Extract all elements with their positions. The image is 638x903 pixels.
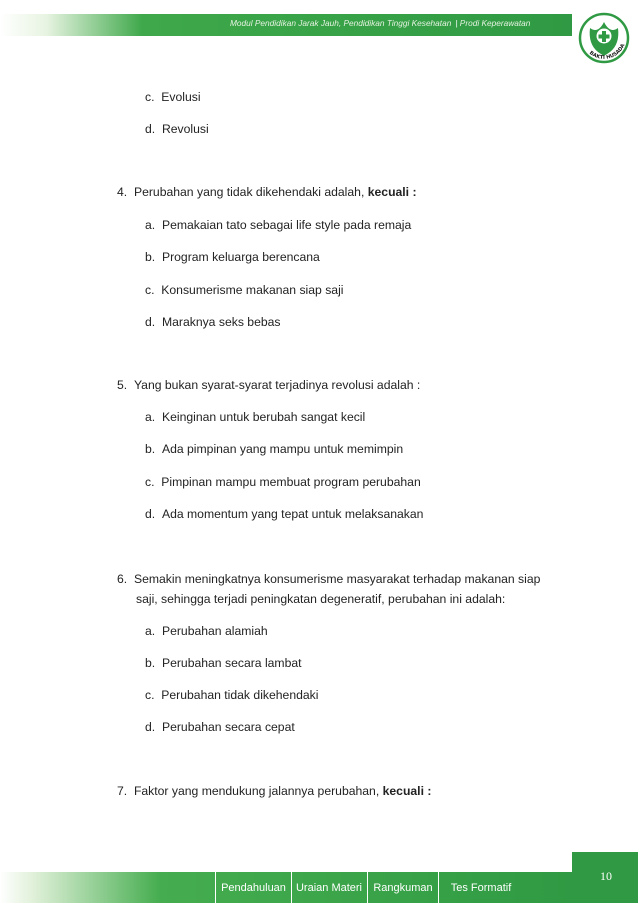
option-c-evolusi: c. Evolusi bbox=[145, 90, 201, 104]
q5-option-c: c. Pimpinan mampu membuat program perubahan bbox=[145, 475, 421, 489]
question-5: 5. Yang bukan syarat-syarat terjadinya revolusi adalah : bbox=[117, 378, 421, 392]
logo-text: BAKTI HUSADA bbox=[588, 43, 627, 61]
question-7: 7. Faktor yang mendukung jalannya perubahan, kecuali : bbox=[117, 784, 432, 798]
q4-option-c: c. Konsumerisme makanan siap saji bbox=[145, 283, 344, 297]
program-name: Prodi Keperawatan bbox=[459, 18, 531, 28]
question-6-line2: saji, sehingga terjadi peningkatan degeneratif, perubahan ini adalah: bbox=[136, 592, 506, 606]
page-number: 10 bbox=[600, 869, 612, 883]
q4-option-b: b. Program keluarga berencana bbox=[145, 250, 320, 264]
question-4: 4. Perubahan yang tidak dikehendaki adalah, kecuali : bbox=[117, 185, 417, 199]
q5-option-d: d. Ada momentum yang tepat untuk melaksanakan bbox=[145, 507, 424, 521]
q6-option-a: a. Perubahan alamiah bbox=[145, 624, 268, 638]
nav-rangkuman[interactable]: Rangkuman bbox=[368, 872, 439, 903]
nav-tes-formatif[interactable]: Tes Formatif bbox=[450, 881, 512, 894]
nav-uraian-materi[interactable]: Uraian Materi bbox=[291, 872, 368, 903]
nav-pendahuluan[interactable]: Pendahuluan bbox=[215, 872, 292, 903]
q6-option-d: d. Perubahan secara cepat bbox=[145, 720, 295, 734]
q4-option-d: d. Maraknya seks bebas bbox=[145, 315, 281, 329]
question-6-line1: 6. Semakin meningkatnya konsumerisme masyarakat terhadap makanan siap bbox=[117, 572, 541, 586]
header-separator: | bbox=[455, 18, 458, 28]
option-d-revolusi: d. Revolusi bbox=[145, 122, 209, 136]
q6-option-c: c. Perubahan tidak dikehendaki bbox=[145, 688, 319, 702]
module-title: Modul Pendidikan Jarak Jauh, Pendidikan Tinggi Kesehatan bbox=[230, 18, 452, 28]
q5-option-a: a. Keinginan untuk berubah sangat kecil bbox=[145, 410, 366, 424]
q4-option-a: a. Pemakaian tato sebagai life style pada remaja bbox=[145, 218, 412, 232]
q5-option-b: b. Ada pimpinan yang mampu untuk memimpin bbox=[145, 442, 404, 456]
q6-option-b: b. Perubahan secara lambat bbox=[145, 656, 302, 670]
